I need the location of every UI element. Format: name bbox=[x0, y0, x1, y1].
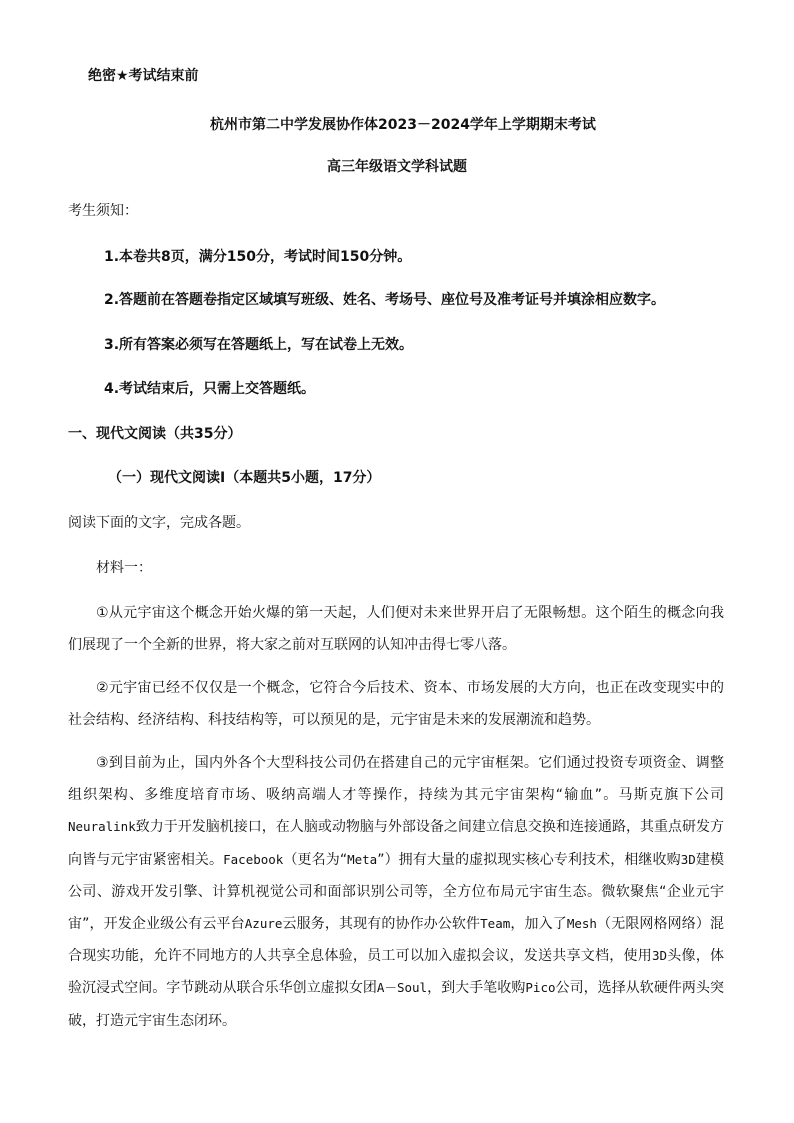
instruction-item-1: 1.本卷共8页，满分150分，考试时间150分钟。 bbox=[104, 249, 412, 265]
instruction-item-4: 4.考试结束后，只需上交答题纸。 bbox=[104, 381, 316, 397]
paragraph-1-text: ①从元宇宙这个概念开始火爆的第一天起，人们便对未来世界开启了无限畅想。这个陌生的概念向我们展现了一个全新的世界，将大家之前对互联网的认知冲击得七零八落。 bbox=[68, 605, 724, 654]
secrecy-label: 绝密★考试结束前 bbox=[88, 68, 199, 84]
subsection-heading: （一）现代文阅读Ⅰ（本题共5小题，17分） bbox=[108, 470, 381, 486]
paragraph-1 bbox=[68, 597, 724, 661]
term-3d-second: 3D bbox=[651, 948, 668, 964]
term-facebook: Facebook bbox=[223, 851, 284, 867]
paragraph-3-text-e: 建模公司、游戏开发引擎、计算机视觉公司和面部识别公司等，全方位布局元宇宙生态。微软聚焦“企业元宇宙”，开发企业级公有云平台 bbox=[68, 851, 724, 933]
exam-title: 杭州市第二中学发展协作体2023－2024学年上学期期末考试 bbox=[210, 117, 596, 133]
instruction-item-2: 2.答题前在答题卷指定区域填写班级、姓名、考场号、座位号及准考证号并填涂相应数字。 bbox=[104, 292, 666, 308]
paragraph-3 bbox=[68, 747, 724, 1037]
term-pico: Pico bbox=[525, 980, 556, 996]
paragraph-2 bbox=[68, 672, 724, 736]
term-meta: Meta bbox=[347, 851, 378, 867]
paragraph-3-text-k: 公司，选择从软硬件两头突破，打造元宇宙生态闭环。 bbox=[68, 980, 725, 1029]
term-mesh: Mesh bbox=[566, 916, 597, 932]
reading-prompt: 阅读下面的文字，完成各题。 bbox=[68, 515, 250, 531]
paragraph-3-text-f: 云服务，其现有的协作办公软件 bbox=[282, 916, 481, 933]
paragraph-3-text-g: ，加入了 bbox=[510, 916, 567, 933]
paragraph-3-text-h: （无限网格网络）混合现实功能，允许不同地方的人共享全息体验，员工可以加入虚拟会议，发送共享文档，使用 bbox=[68, 916, 725, 965]
paragraph-3-text-c: （更名为“ bbox=[283, 851, 348, 868]
term-azure: Azure bbox=[244, 916, 283, 932]
term-asoul: A－Soul bbox=[376, 980, 428, 996]
term-neuralink: Neuralink bbox=[68, 819, 136, 835]
paragraph-3-text-b: 致力于开发脑机接口，在人脑或动物脑与外部设备之间建立信息交换和连接通路，其重点研发方向皆与元宇宙紧密相关。 bbox=[68, 819, 724, 868]
paragraph-3-text-j: ，到大手笔收购 bbox=[427, 980, 526, 997]
term-3d-first: 3D bbox=[680, 851, 696, 867]
paragraph-3-text-a: ③到目前为止，国内外各个大型科技公司仍在搭建自己的元宇宙框架。它们通过投资专项资金、调整组织架构、多维度培育市场、吸纳高端人才等操作，持续为其元宇宙架构“输血”。马斯克旗下公司 bbox=[68, 755, 724, 804]
instructions-heading: 考生须知： bbox=[68, 203, 138, 219]
exam-subtitle: 高三年级语文学科试题 bbox=[327, 159, 467, 175]
paragraph-3-text-d: ”）拥有大量的虚拟现实核心专利技术，相继收购 bbox=[377, 851, 681, 868]
material-label: 材料一： bbox=[96, 560, 152, 576]
paragraph-3-text-i: 头像，体验沉浸式空间。字节跳动从联合乐华创立虚拟女团 bbox=[68, 948, 725, 997]
term-team: Team bbox=[480, 916, 511, 932]
instruction-item-3: 3.所有答案必须写在答题纸上，写在试卷上无效。 bbox=[104, 337, 414, 353]
section-heading: 一、现代文阅读（共35分） bbox=[68, 426, 242, 442]
paragraph-2-text: ②元宇宙已经不仅仅是一个概念，它符合今后技术、资本、市场发展的大方向，也正在改变现实中的社会结构、经济结构、科技结构等，可以预见的是，元宇宙是未来的发展潮流和趋势。 bbox=[68, 680, 724, 729]
